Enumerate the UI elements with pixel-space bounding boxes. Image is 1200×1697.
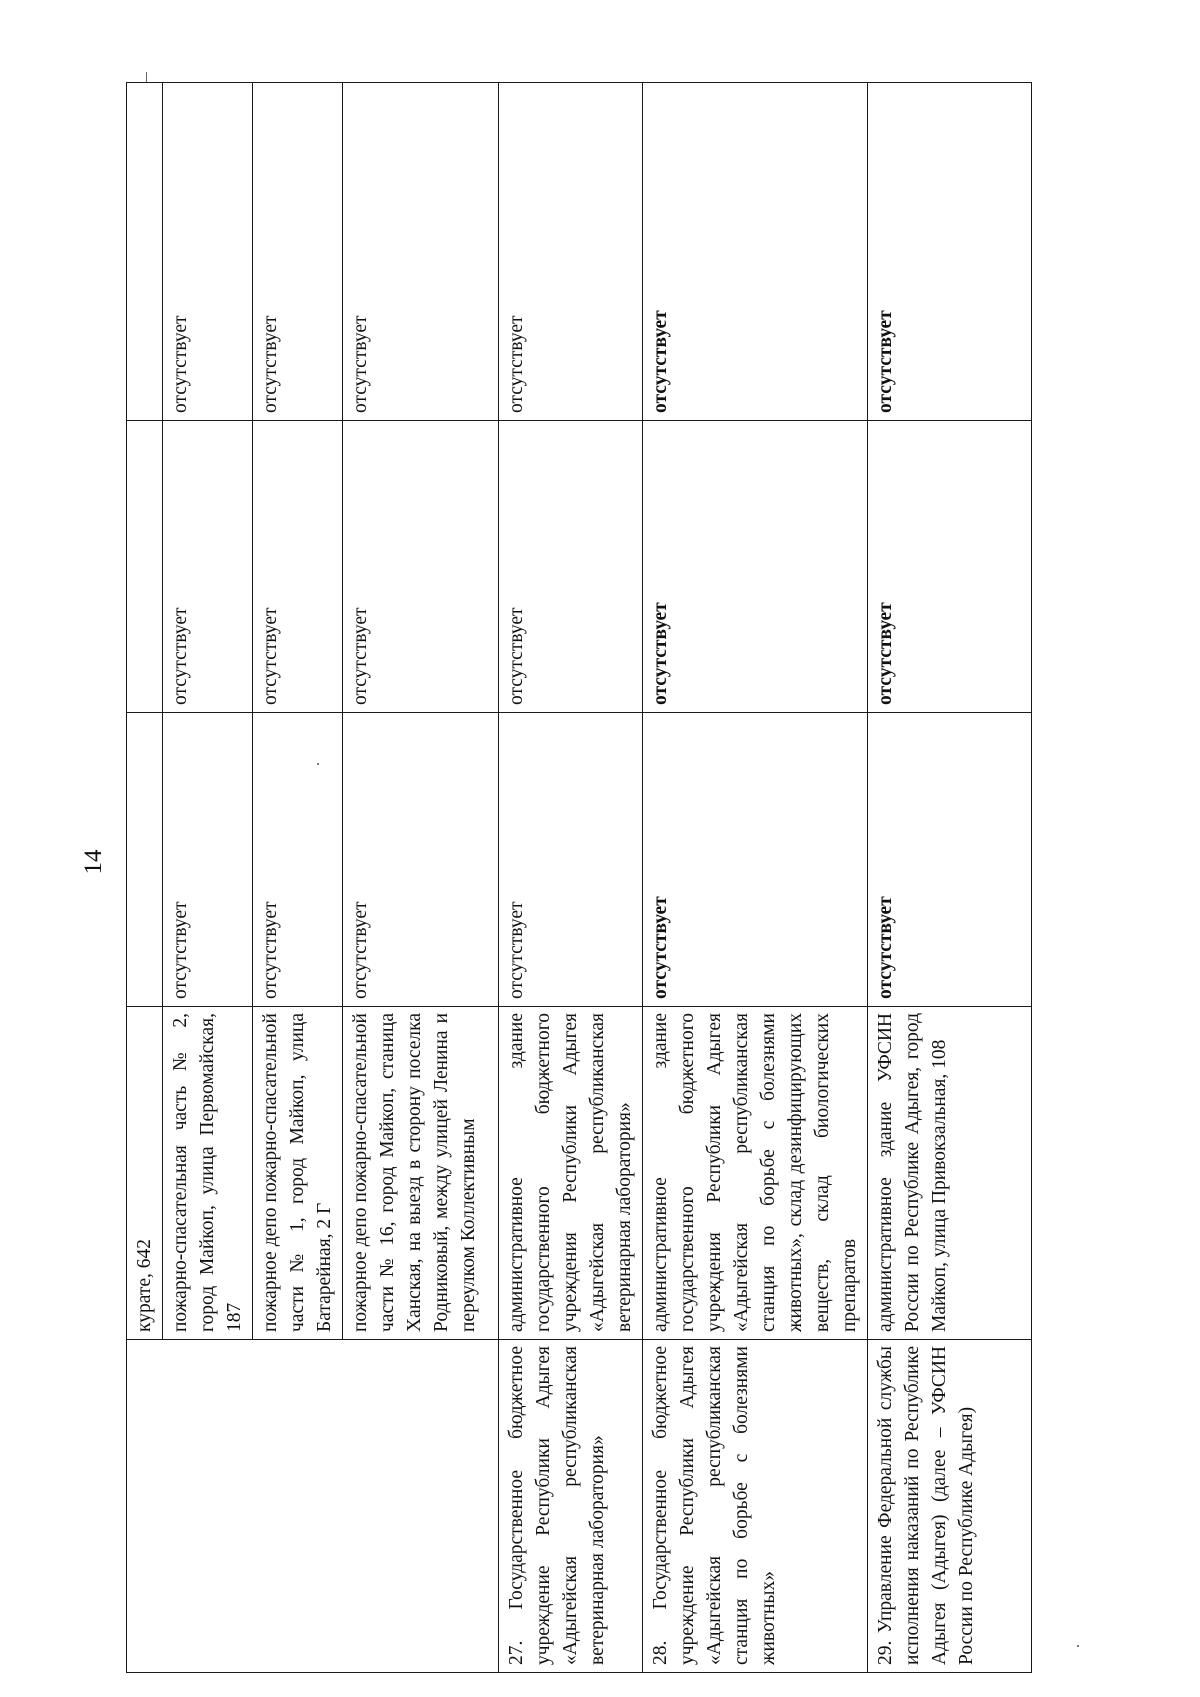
scan-mark <box>146 72 147 82</box>
object-cell: пожарно-спасательная часть № 2, город Майкоп, улица Первомайская, 187 <box>163 1007 253 1340</box>
value-cell: отсутствует <box>253 421 343 713</box>
value-cell: отсутствует <box>868 713 1032 1007</box>
organization-cell: 27. Государственное бюджетное учреждение Республики Адыгея «Адыгейская республиканская ветеринарная лаборатория» <box>499 1340 643 1673</box>
object-cell: административное здание государственного бюджетного учреждения Республики Адыгея «Адыгейская республиканская ветеринарная лаборатория» <box>499 1007 643 1340</box>
value-cell: отсутствует <box>643 713 868 1007</box>
object-cell: курате, 642 <box>127 1007 163 1340</box>
value-cell: отсутствует <box>343 83 499 421</box>
value-cell: отсутствует <box>163 421 253 713</box>
value-cell <box>127 713 163 1007</box>
value-cell: отсутствует <box>868 83 1032 421</box>
value-cell <box>127 421 163 713</box>
rotated-table-wrapper <box>126 83 1032 1673</box>
scan-speck <box>1077 1645 1079 1647</box>
table-row <box>868 83 1032 1673</box>
value-cell: отсутствует <box>499 83 643 421</box>
value-cell <box>127 83 163 421</box>
value-cell: отсутствует <box>343 713 499 1007</box>
object-cell: пожарное депо пожарно-спасательной части № 16, город Майкоп, станица Ханская, на выезд в сторону поселка Родниковый, между улицей Ленина и переулком Коллективным <box>343 1007 499 1340</box>
organization-cell: 29. Управление Федеральной службы исполнения наказаний по Республике Адыгея (Адыгея) (далее – УФСИН России по Республике Адыгея) <box>868 1340 1032 1673</box>
table-row <box>127 83 163 1673</box>
object-cell: административное здание государственного бюджетного учреждения Республики Адыгея «Адыгейская республиканская станция по борьбе с болезнями животных», склад дезинфицирующих веществ, склад биологических препаратов <box>643 1007 868 1340</box>
table-row <box>499 83 643 1673</box>
organization-cell <box>127 1340 499 1673</box>
organization-cell: 28. Государственное бюджетное учреждение Республики Адыгея «Адыгейская республиканская станция по борьбе с болезнями животных» <box>643 1340 868 1673</box>
object-cell: пожарное депо пожарно-спасательной части № 1, город Майкоп, улица Батарейная, 2 Г <box>253 1007 343 1340</box>
value-cell: отсутствует <box>343 421 499 713</box>
value-cell: отсутствует <box>163 713 253 1007</box>
value-cell: отсутствует <box>163 83 253 421</box>
table-row <box>643 83 868 1673</box>
page-number: 14 <box>80 849 107 875</box>
value-cell: отсутствует <box>499 421 643 713</box>
value-cell: отсутствует <box>868 421 1032 713</box>
objects-table <box>126 82 1032 1673</box>
object-cell: административное здание УФСИН России по Республике Адыгея, город Майкоп, улица Привокзальная, 108 <box>868 1007 1032 1340</box>
value-cell: отсутствует <box>253 83 343 421</box>
scan-speck <box>317 763 319 765</box>
value-cell: отсутствует <box>499 713 643 1007</box>
value-cell: отсутствует <box>643 421 868 713</box>
value-cell: отсутствует <box>253 713 343 1007</box>
value-cell: отсутствует <box>643 83 868 421</box>
